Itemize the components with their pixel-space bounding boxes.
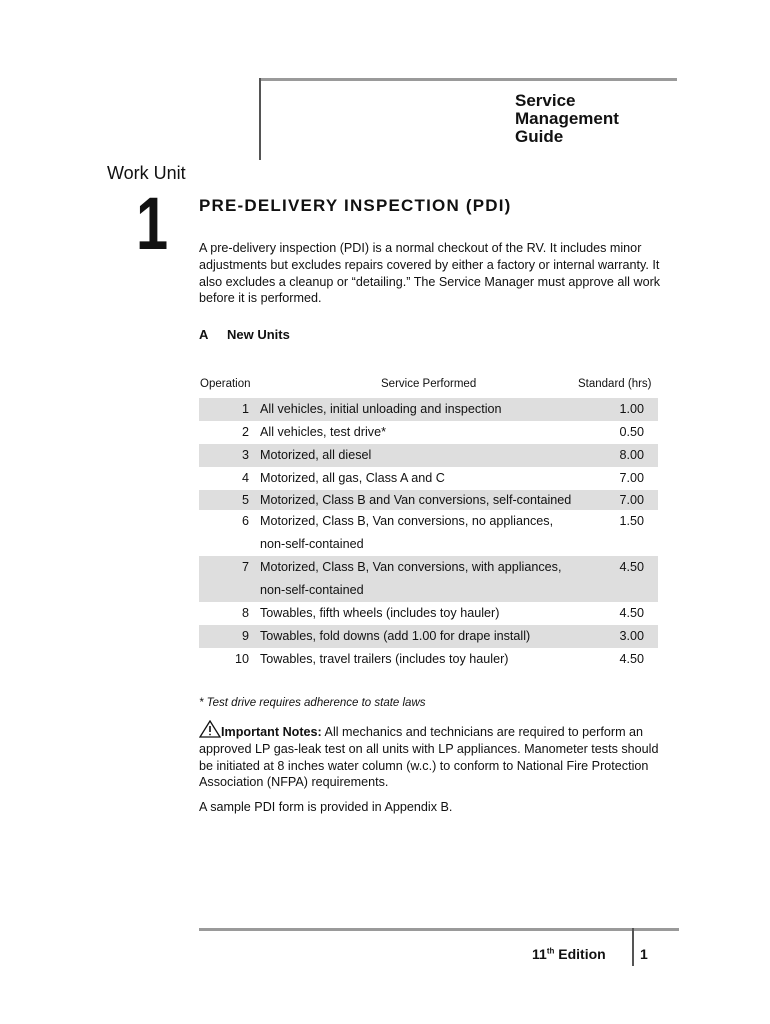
service-cell [260,510,594,556]
guide-title-line: Guide [515,127,564,146]
header-rule [259,78,677,81]
operation-cell: 2 [241,425,249,439]
table-row [199,444,658,467]
service-line: non-self-contained [260,583,364,597]
standard-cell: 4.50 [619,560,644,574]
service-cell [260,444,594,467]
service-line: Motorized, Class B and Van conversions, self-contained [260,493,572,507]
intro-paragraph: A pre-delivery inspection (PDI) is a normal checkout of the RV. It includes minor adjustments but excludes repairs covered by either a factory or internal warranty. It also excludes a cleanup or “detailing.” The Service Manager must approve all work before it is performed. [199,241,661,306]
subsection-heading [199,327,290,342]
standard-cell: 7.00 [619,493,644,507]
edition-text: Edition [554,946,606,962]
operation-cell: 1 [241,402,249,416]
service-cell [260,467,594,490]
operations-table [199,398,658,671]
service-line: Motorized, Class B, Van conversions, with appliances, [260,560,562,574]
operation-cell: 3 [241,448,249,462]
service-line: Motorized, all diesel [260,448,372,462]
footer-rule [199,928,679,931]
service-cell [260,398,594,421]
service-line: Towables, fifth wheels (includes toy hauler) [260,606,500,620]
section-title: PRE-DELIVERY INSPECTION (PDI) [199,196,512,215]
footer-rule-vertical [632,928,634,966]
header-standard: Standard (hrs) [578,378,652,390]
standard-cell: 1.50 [619,514,644,528]
service-line: Towables, travel trailers (includes toy hauler) [260,652,509,666]
standard-cell: 1.00 [619,402,644,416]
subsection-title: New Units [227,327,290,342]
operation-cell: 7 [241,560,249,574]
edition-label [532,946,606,962]
service-line: All vehicles, initial unloading and inspection [260,402,502,416]
service-line: Motorized, all gas, Class A and C [260,471,445,485]
standard-cell: 0.50 [619,425,644,439]
standard-cell: 4.50 [619,652,644,666]
table-row [199,625,658,648]
warning-icon [199,720,221,738]
operation-cell: 10 [234,652,249,666]
standard-cell: 3.00 [619,629,644,643]
subsection-letter: A [199,327,209,342]
service-cell [260,421,594,444]
operation-cell: 9 [241,629,249,643]
service-line: Towables, fold downs (add 1.00 for drape install) [260,629,531,643]
work-unit-number: 1 [136,182,169,265]
service-line: Motorized, Class B, Van conversions, no appliances, [260,514,554,528]
service-cell [260,490,594,510]
sample-note: A sample PDI form is provided in Appendix B. [199,800,453,814]
footnote: * Test drive requires adherence to state laws [199,697,426,709]
table-row [199,490,658,510]
edition-suffix: th [546,946,555,956]
table-row [199,421,658,444]
service-line: non-self-contained [260,537,364,551]
header-rule-vertical [259,78,261,160]
edition-number: 11 [532,946,547,962]
guide-title-line: Service [515,91,576,110]
standard-cell: 7.00 [619,471,644,485]
header-operation: Operation [200,378,251,390]
operation-cell: 6 [241,514,249,528]
service-line: All vehicles, test drive* [260,425,386,439]
standard-cell: 8.00 [619,448,644,462]
important-notes [199,720,669,791]
work-unit-label: Work Unit [107,163,186,183]
table-row [199,648,658,671]
page-number: 1 [640,946,648,962]
header-service: Service Performed [381,378,477,390]
notes-label: Important Notes: [221,725,322,739]
table-row [199,556,658,602]
service-cell [260,556,594,602]
service-cell [260,602,594,625]
table-row [199,602,658,625]
table-row [199,398,658,421]
table-row [199,467,658,490]
guide-title [515,92,619,146]
service-cell [260,625,594,648]
operation-cell: 5 [241,493,249,507]
table-row [199,510,658,556]
notes-text: All mechanics and technicians are required to perform an approved LP gas-leak test on all units with LP appliances. Manometer tests should be initiated at 8 inches water column (w.c.) to conform to National Fire Protection Association (NFPA) requirements. [199,725,659,790]
operation-cell: 4 [241,471,249,485]
standard-cell: 4.50 [619,606,644,620]
service-cell [260,648,594,671]
operation-cell: 8 [241,606,249,620]
guide-title-line: Management [515,109,619,128]
